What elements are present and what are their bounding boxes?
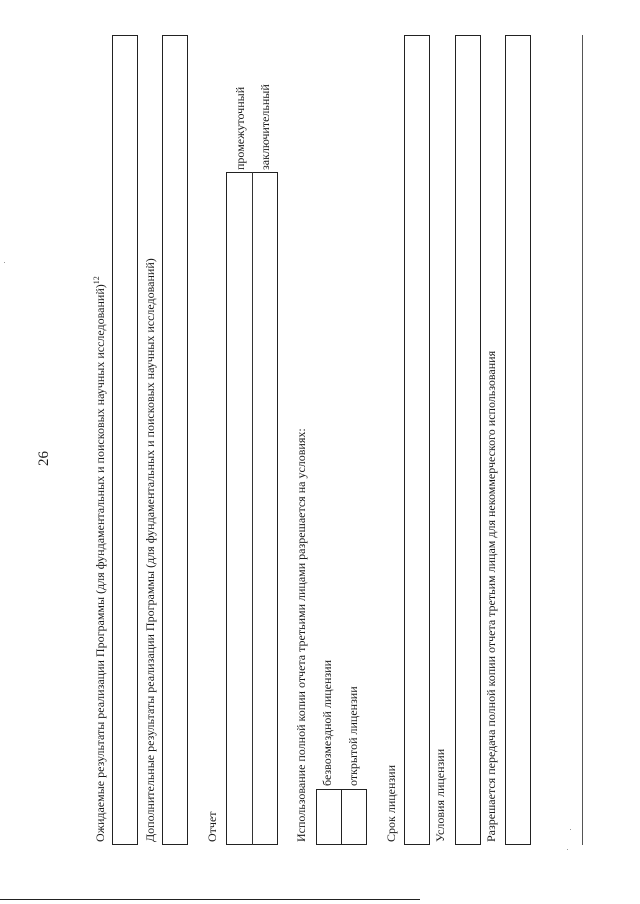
page-number: 26 [36,451,52,466]
option-open-license: открытой лицензии [346,686,360,786]
license-term-field[interactable] [404,35,430,845]
option-free-license: безвозмездной лицензии [320,659,334,786]
scan-bottom-edge [0,899,420,900]
report-option-final[interactable]: заключительный [258,84,272,170]
expected-results-label: Ожидаемые результаты реализации Программы (для фундаментальных и поисковых научных исследований)$^{12}$ [92,276,107,842]
license-term-label: Срок лицензии [384,765,398,842]
additional-results-field[interactable] [162,35,188,845]
report-label: Отчет [205,811,219,842]
report-option-interim[interactable]: промежуточный [233,86,247,170]
checkbox-free-license[interactable] [316,789,342,845]
page-edge-rule [582,35,583,845]
scan-speck [570,829,571,830]
noncommercial-label: Разрешается передача полной копии отчета третьим лицам для некоммерческого использования [484,350,498,842]
noncommercial-field[interactable] [505,35,531,845]
expected-results-field[interactable] [112,35,138,845]
scan-speck [567,849,568,850]
license-conditions-field[interactable] [455,35,481,845]
additional-results-label: Дополнительные результаты реализации Программы (для фундаментальных и поисковых научных исследований) [143,258,157,842]
scan-speck [4,262,5,263]
footnote-marker: 12 [92,276,101,285]
report-type-divider [252,172,253,845]
license-conditions-label: Условия лицензии [433,748,447,842]
usage-conditions-label: Использование полной копии отчета третьими лицами разрешается на условиях: [294,428,308,842]
checkbox-open-license[interactable] [341,789,367,845]
